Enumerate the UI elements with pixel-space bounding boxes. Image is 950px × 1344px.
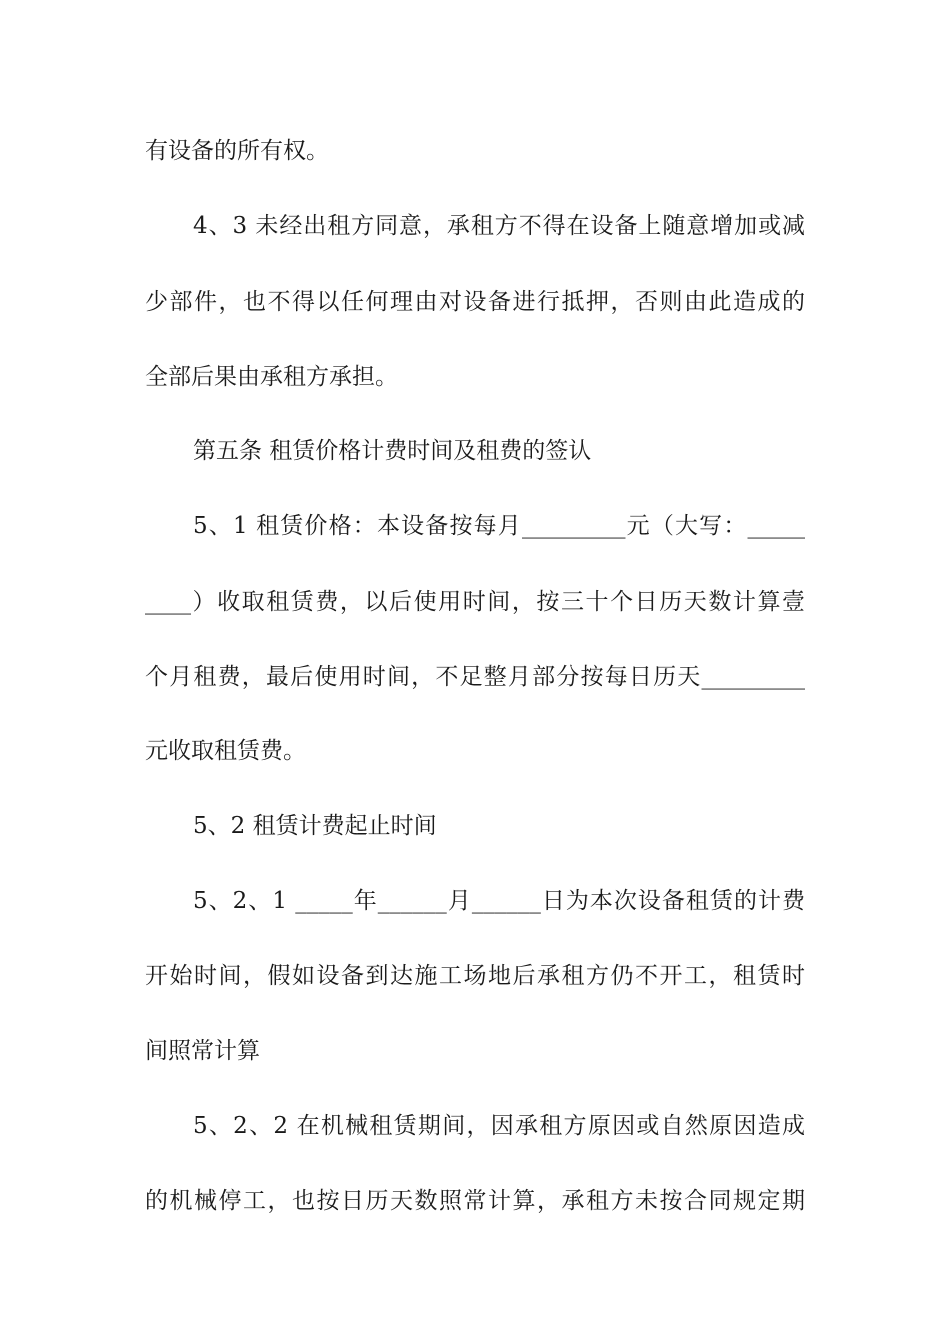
paragraph-line-4: 全部后果由承租方承担。 (145, 364, 398, 390)
paragraph-line-1: 有设备的所有权。 (145, 138, 329, 164)
paragraph-line-6: 5、1 租赁价格：本设备按每月_________元（大写：_____ (193, 513, 805, 539)
paragraph-line-14: 5、2、2 在机械租赁期间，因承租方原因或自然原因造成 (193, 1113, 805, 1139)
paragraph-line-2: 4、3 未经出租方同意，承租方不得在设备上随意增加或减 (193, 213, 805, 239)
section-heading: 第五条 租赁价格计费时间及租费的签认 (193, 438, 592, 464)
paragraph-line-9: 元收取租赁费。 (145, 738, 306, 764)
paragraph-line-11: 5、2、1 _____年______月______日为本次设备租赁的计费 (193, 888, 805, 914)
paragraph-line-8: 个月租费，最后使用时间，不足整月部分按每日历天_________ (145, 664, 805, 690)
paragraph-line-3: 少部件，也不得以任何理由对设备进行抵押，否则由此造成的 (145, 289, 805, 315)
paragraph-line-12: 开始时间，假如设备到达施工场地后承租方仍不开工，租赁时 (145, 963, 805, 989)
paragraph-line-15: 的机械停工，也按日历天数照常计算，承租方未按合同规定期 (145, 1188, 805, 1214)
paragraph-line-7: ____）收取租赁费，以后使用时间，按三十个日历天数计算壹 (145, 589, 805, 615)
subsection-heading: 5、2 租赁计费起止时间 (193, 813, 437, 839)
paragraph-line-13: 间照常计算 (145, 1038, 260, 1064)
